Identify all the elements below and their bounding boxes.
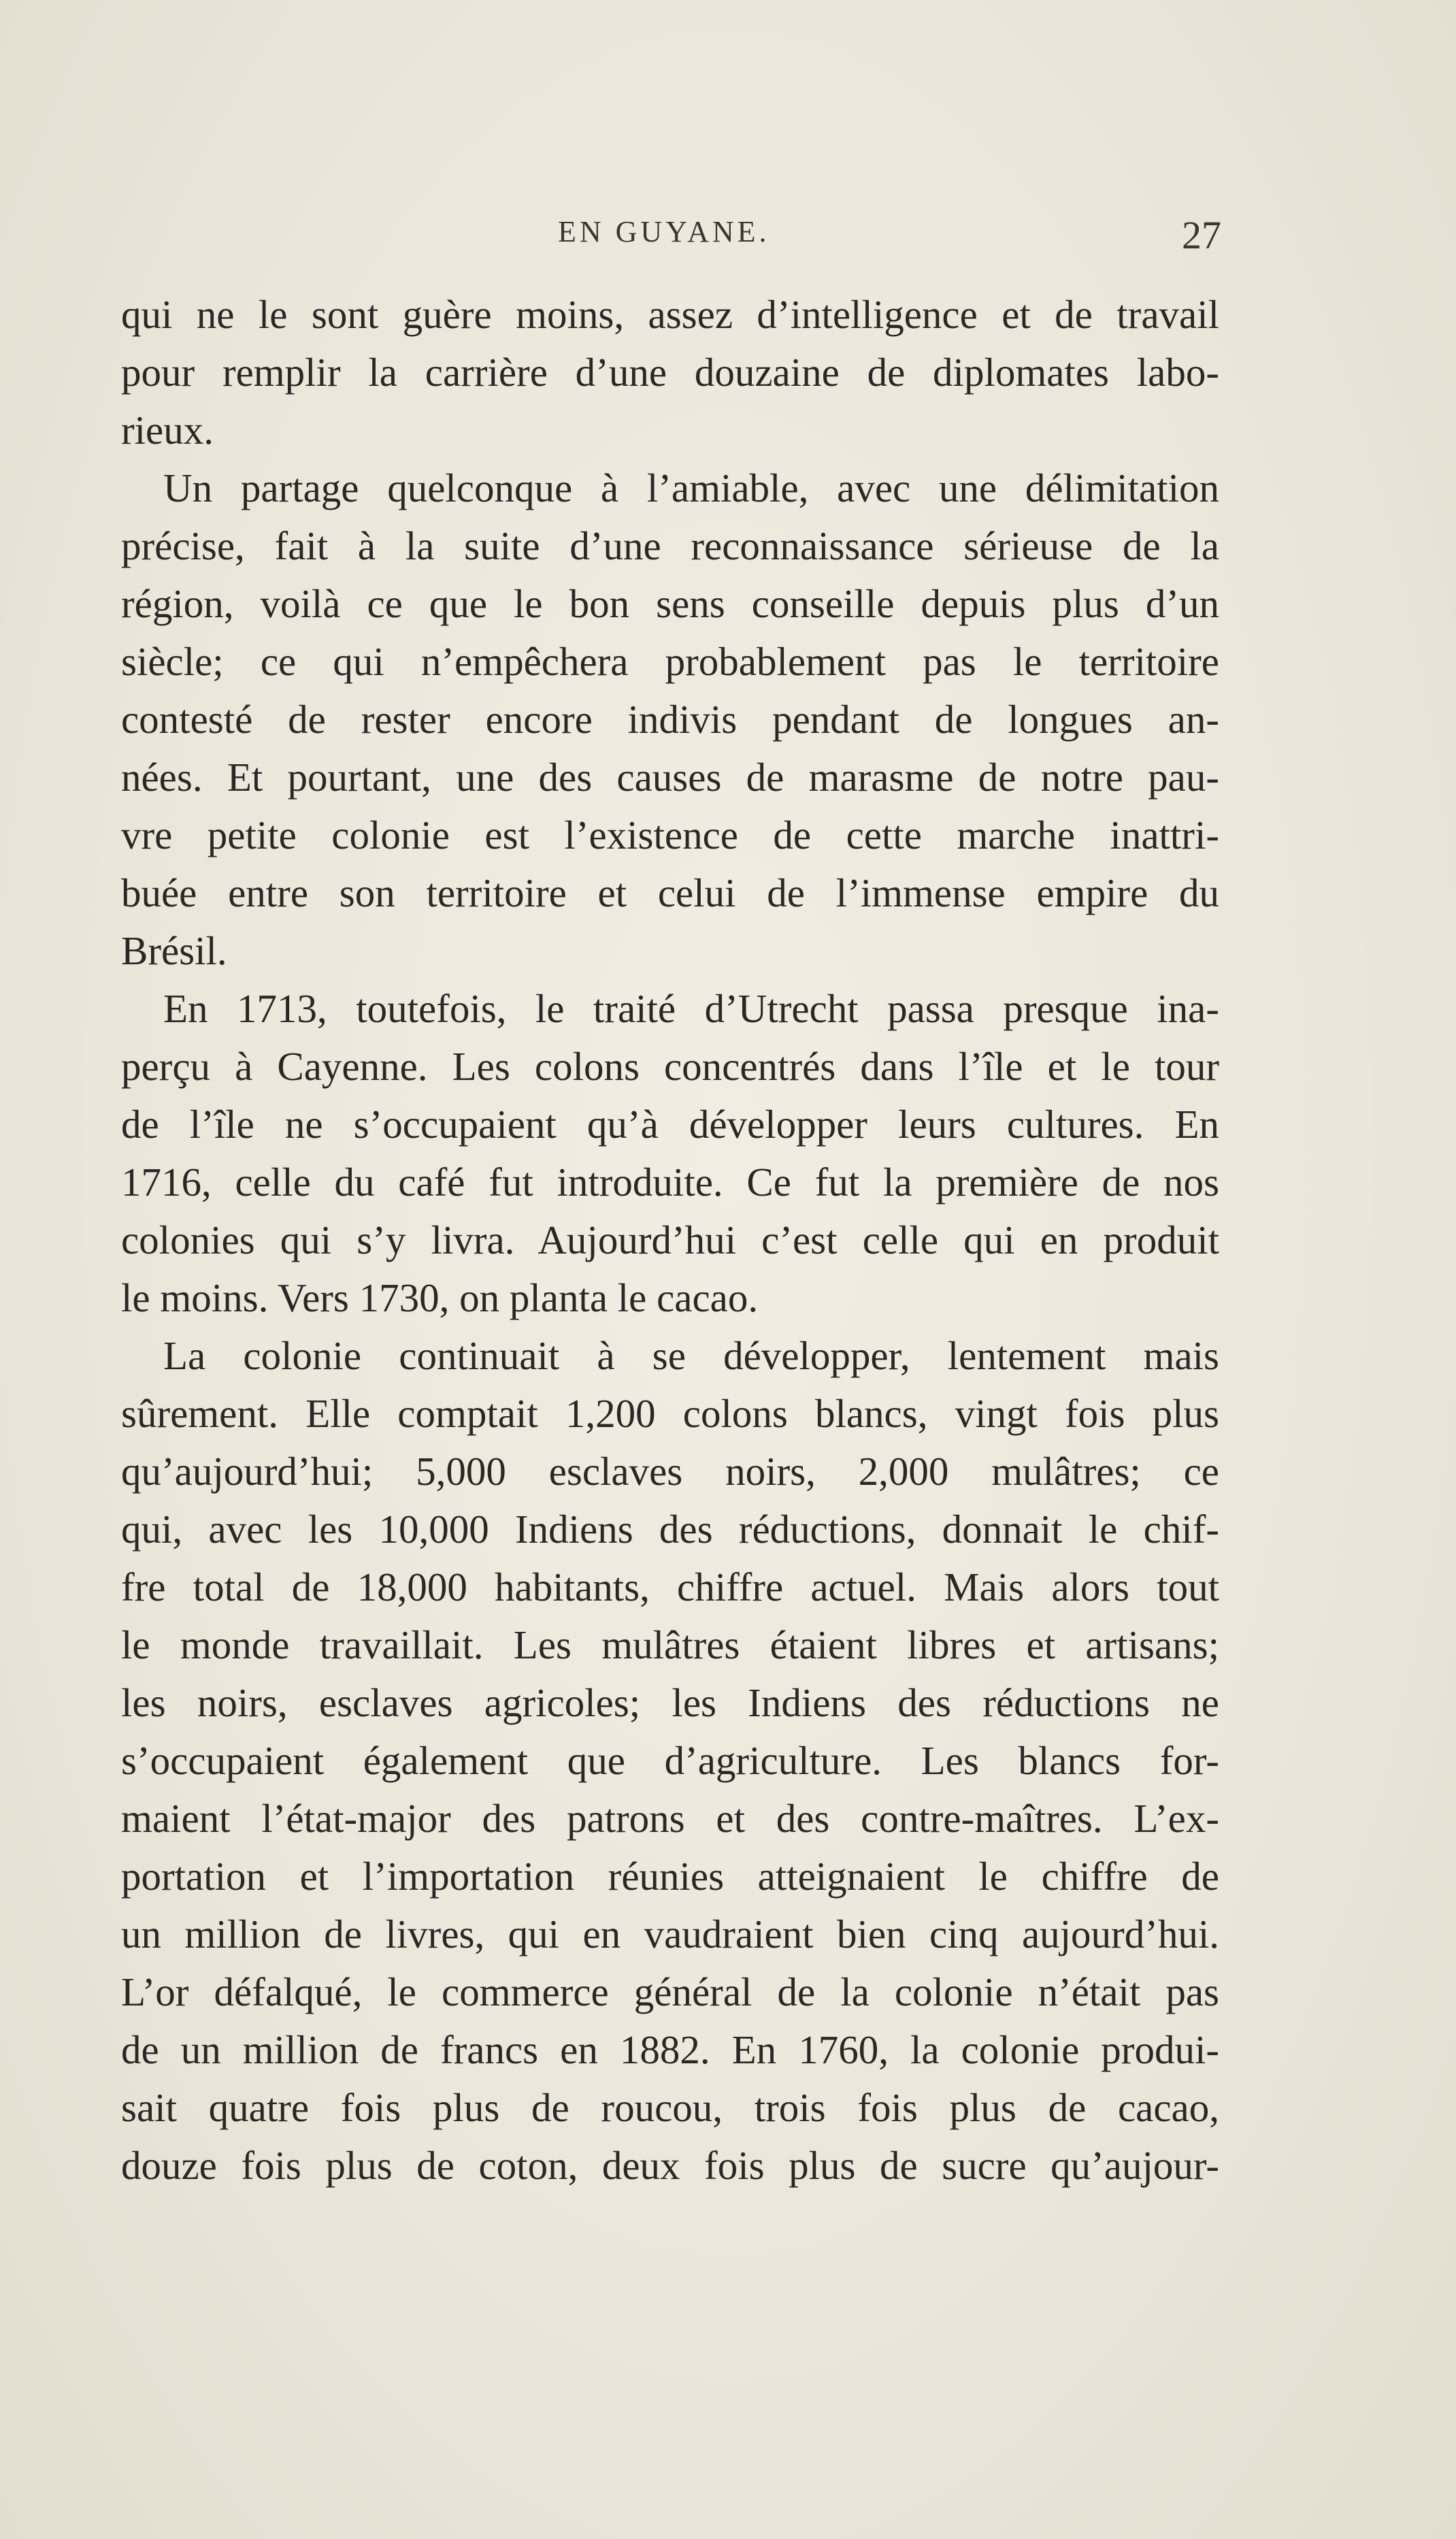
text-line: qu’aujourd’hui; 5,000 esclaves noirs, 2,000 mulâtres; ce	[121, 1449, 1219, 1494]
text-line: sait quatre fois plus de roucou, trois fois plus de cacao,	[121, 2085, 1219, 2130]
text-line: le moins. Vers 1730, on planta le cacao.	[121, 1275, 759, 1320]
text-line: sûrement. Elle comptait 1,200 colons blancs, vingt fois plus	[121, 1391, 1219, 1436]
text-line: L’or défalqué, le commerce général de la colonie n’était pas	[121, 1969, 1219, 2014]
text-line: le monde travaillait. Les mulâtres étaient libres et artisans;	[121, 1622, 1219, 1667]
text-line: perçu à Cayenne. Les colons concentrés dans l’île et le tour	[121, 1044, 1219, 1089]
page-number: 27	[1182, 213, 1221, 257]
text-line: colonies qui s’y livra. Aujourd’hui c’est celle qui en produit	[121, 1217, 1219, 1262]
text-line: de un million de francs en 1882. En 1760, la colonie produi-	[121, 2027, 1219, 2072]
text-line: de l’île ne s’occupaient qu’à développer leurs cultures. En	[121, 1102, 1219, 1147]
text-line: siècle; ce qui n’empêchera probablement pas le territoire	[121, 639, 1219, 684]
text-line: La colonie continuait à se développer, lentement mais	[163, 1333, 1219, 1378]
text-line: pour remplir la carrière d’une douzaine de diplomates labo-	[121, 350, 1219, 395]
text-line: nées. Et pourtant, une des causes de marasme de notre pau-	[121, 755, 1219, 800]
text-line: Brésil.	[121, 928, 227, 973]
text-line: un million de livres, qui en vaudraient bien cinq aujourd’hui.	[121, 1912, 1219, 1956]
text-line: maient l’état-major des patrons et des contre-maîtres. L’ex-	[121, 1796, 1219, 1841]
text-line: qui ne le sont guère moins, assez d’intelligence et de travail	[121, 292, 1219, 337]
text-line: s’occupaient également que d’agriculture. Les blancs for-	[121, 1738, 1219, 1783]
text-line: portation et l’importation réunies atteignaient le chiffre de	[121, 1854, 1219, 1899]
text-line: Un partage quelconque à l’amiable, avec une délimitation	[163, 465, 1219, 510]
text-line: buée entre son territoire et celui de l’immense empire du	[121, 870, 1219, 915]
text-line: précise, fait à la suite d’une reconnaissance sérieuse de la	[121, 523, 1219, 568]
text-line: En 1713, toutefois, le traité d’Utrecht passa presque ina-	[163, 986, 1219, 1031]
text-line: rieux.	[121, 408, 214, 453]
text-line: les noirs, esclaves agricoles; les Indiens des réductions ne	[121, 1680, 1219, 1725]
text-line: contesté de rester encore indivis pendant de longues an-	[121, 697, 1219, 742]
text-line: fre total de 18,000 habitants, chiffre actuel. Mais alors tout	[121, 1565, 1219, 1609]
text-line: douze fois plus de coton, deux fois plus de sucre qu’aujour-	[121, 2143, 1219, 2188]
text-line: 1716, celle du café fut introduite. Ce fut la première de nos	[121, 1160, 1219, 1205]
text-line: région, voilà ce que le bon sens conseille depuis plus d’un	[121, 581, 1219, 626]
body-text	[121, 286, 1219, 2195]
running-title: EN GUYANE.	[558, 215, 770, 248]
text-line: qui, avec les 10,000 Indiens des réductions, donnait le chif-	[121, 1507, 1219, 1552]
text-line: vre petite colonie est l’existence de cette marche inattri-	[121, 813, 1219, 857]
